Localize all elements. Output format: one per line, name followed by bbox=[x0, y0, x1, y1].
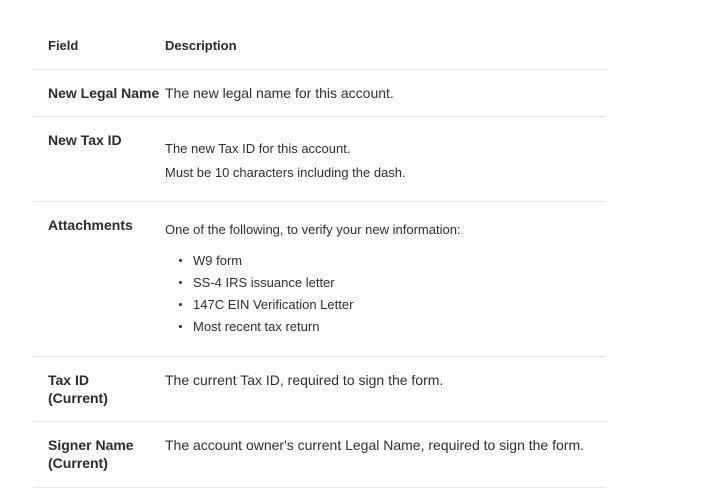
list-item bbox=[179, 316, 606, 338]
bullet-icon bbox=[179, 325, 182, 328]
field-attachments: Attachments bbox=[48, 217, 133, 233]
list-item-label: 147C EIN Verification Letter bbox=[193, 297, 354, 312]
header-description: Description bbox=[165, 38, 237, 53]
table-row-attachments bbox=[33, 202, 606, 357]
field-signer-name-current-line2: (Current) bbox=[48, 455, 108, 471]
attachments-list bbox=[165, 250, 606, 338]
bullet-icon bbox=[179, 281, 182, 284]
bullet-icon bbox=[179, 259, 182, 262]
list-item bbox=[179, 272, 606, 294]
list-item-label: Most recent tax return bbox=[193, 319, 320, 334]
table-header-row bbox=[33, 22, 606, 70]
field-signer-name-current bbox=[33, 422, 165, 487]
field-tax-id-current-line1: Tax ID bbox=[48, 372, 89, 388]
table-row-new-legal-name bbox=[33, 70, 606, 117]
field-tax-id-current bbox=[33, 357, 165, 421]
table-row-signer-name-current bbox=[33, 422, 606, 488]
bullet-icon bbox=[179, 303, 182, 306]
header-field: Field bbox=[48, 38, 79, 53]
list-item-label: W9 form bbox=[193, 253, 243, 268]
list-item-label: SS-4 IRS issuance letter bbox=[193, 275, 335, 290]
description-new-tax-id-line1: The new Tax ID for this account. bbox=[165, 141, 351, 156]
list-item bbox=[179, 250, 606, 272]
description-attachments bbox=[165, 202, 606, 356]
field-new-legal-name: New Legal Name bbox=[48, 85, 160, 101]
field-description-table bbox=[33, 22, 606, 488]
field-tax-id-current-line2: (Current) bbox=[48, 390, 108, 406]
description-new-legal-name: The new legal name for this account. bbox=[165, 85, 394, 101]
description-tax-id-current: The current Tax ID, required to sign the form. bbox=[165, 372, 444, 388]
description-signer-name-current: The account owner's current Legal Name, required to sign the form. bbox=[165, 437, 584, 453]
description-new-tax-id bbox=[165, 117, 606, 201]
table-row-tax-id-current bbox=[33, 357, 606, 422]
description-new-tax-id-line2: Must be 10 characters including the dash. bbox=[165, 165, 406, 180]
attachments-intro: One of the following, to verify your new information: bbox=[165, 222, 461, 237]
table-row-new-tax-id bbox=[33, 117, 606, 202]
list-item bbox=[179, 294, 606, 316]
field-new-tax-id: New Tax ID bbox=[48, 132, 122, 148]
field-signer-name-current-line1: Signer Name bbox=[48, 437, 134, 453]
